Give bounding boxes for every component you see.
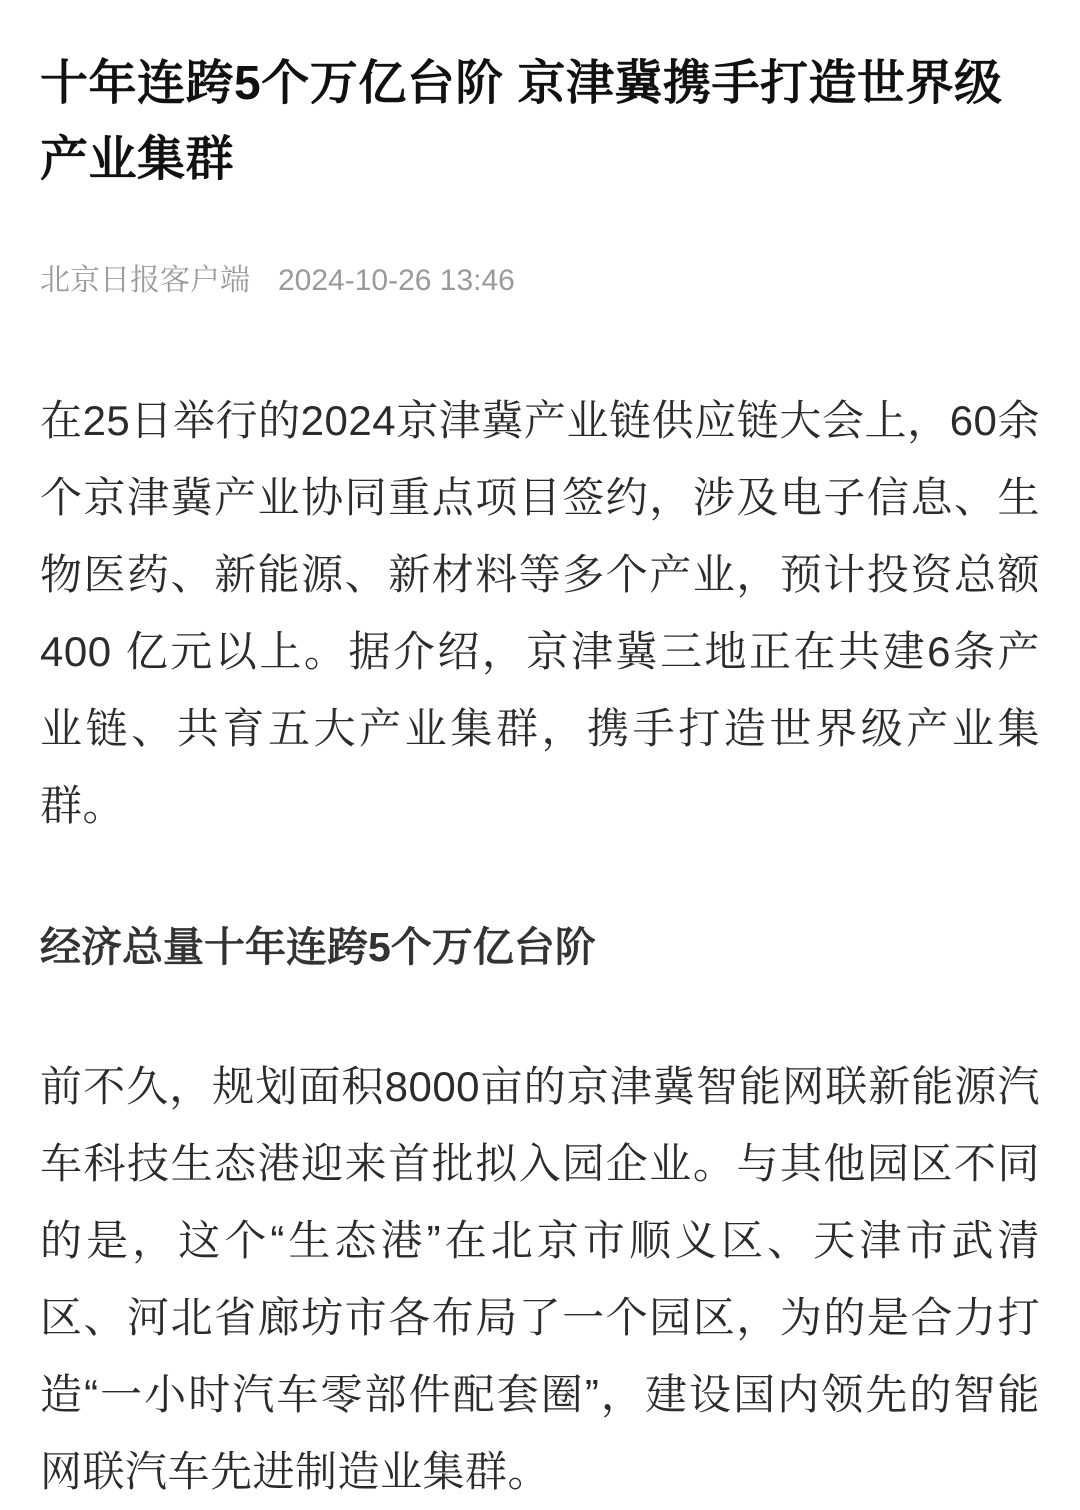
article-source[interactable]: 北京日报客户端 — [40, 264, 250, 297]
byline — [40, 264, 1040, 298]
article-paragraph: 在25日举行的2024京津冀产业链供应链大会上，60余个京津冀产业协同重点项目签约，涉及电子信息、生物医药、新能源、新材料等多个产业，预计投资总额 400 亿元以上。据介绍，京津冀三地正在共建6条产业链、共育五大产业集群，携手打造世界级产业集群。 — [40, 397, 1040, 829]
article-title: 十年连跨5个万亿台阶 京津冀携手打造世界级产业集群 — [40, 57, 1003, 186]
section-subheading: 经济总量十年连跨5个万亿台阶 — [40, 924, 596, 970]
publish-datetime: 2024-10-26 13:46 — [278, 264, 515, 297]
article-paragraph: 前不久，规划面积8000亩的京津冀智能网联新能源汽车科技生态港迎来首批拟入园企业。与其他园区不同的是，这个“生态港”在北京市顺义区、天津市武清区、河北省廊坊市各布局了一个园区，为的是合力打造“一小时汽车零部件配套圈”，建设国内领先的智能网联汽车先进制造业集群。 — [40, 1063, 1040, 1495]
article-body — [40, 382, 1040, 1510]
